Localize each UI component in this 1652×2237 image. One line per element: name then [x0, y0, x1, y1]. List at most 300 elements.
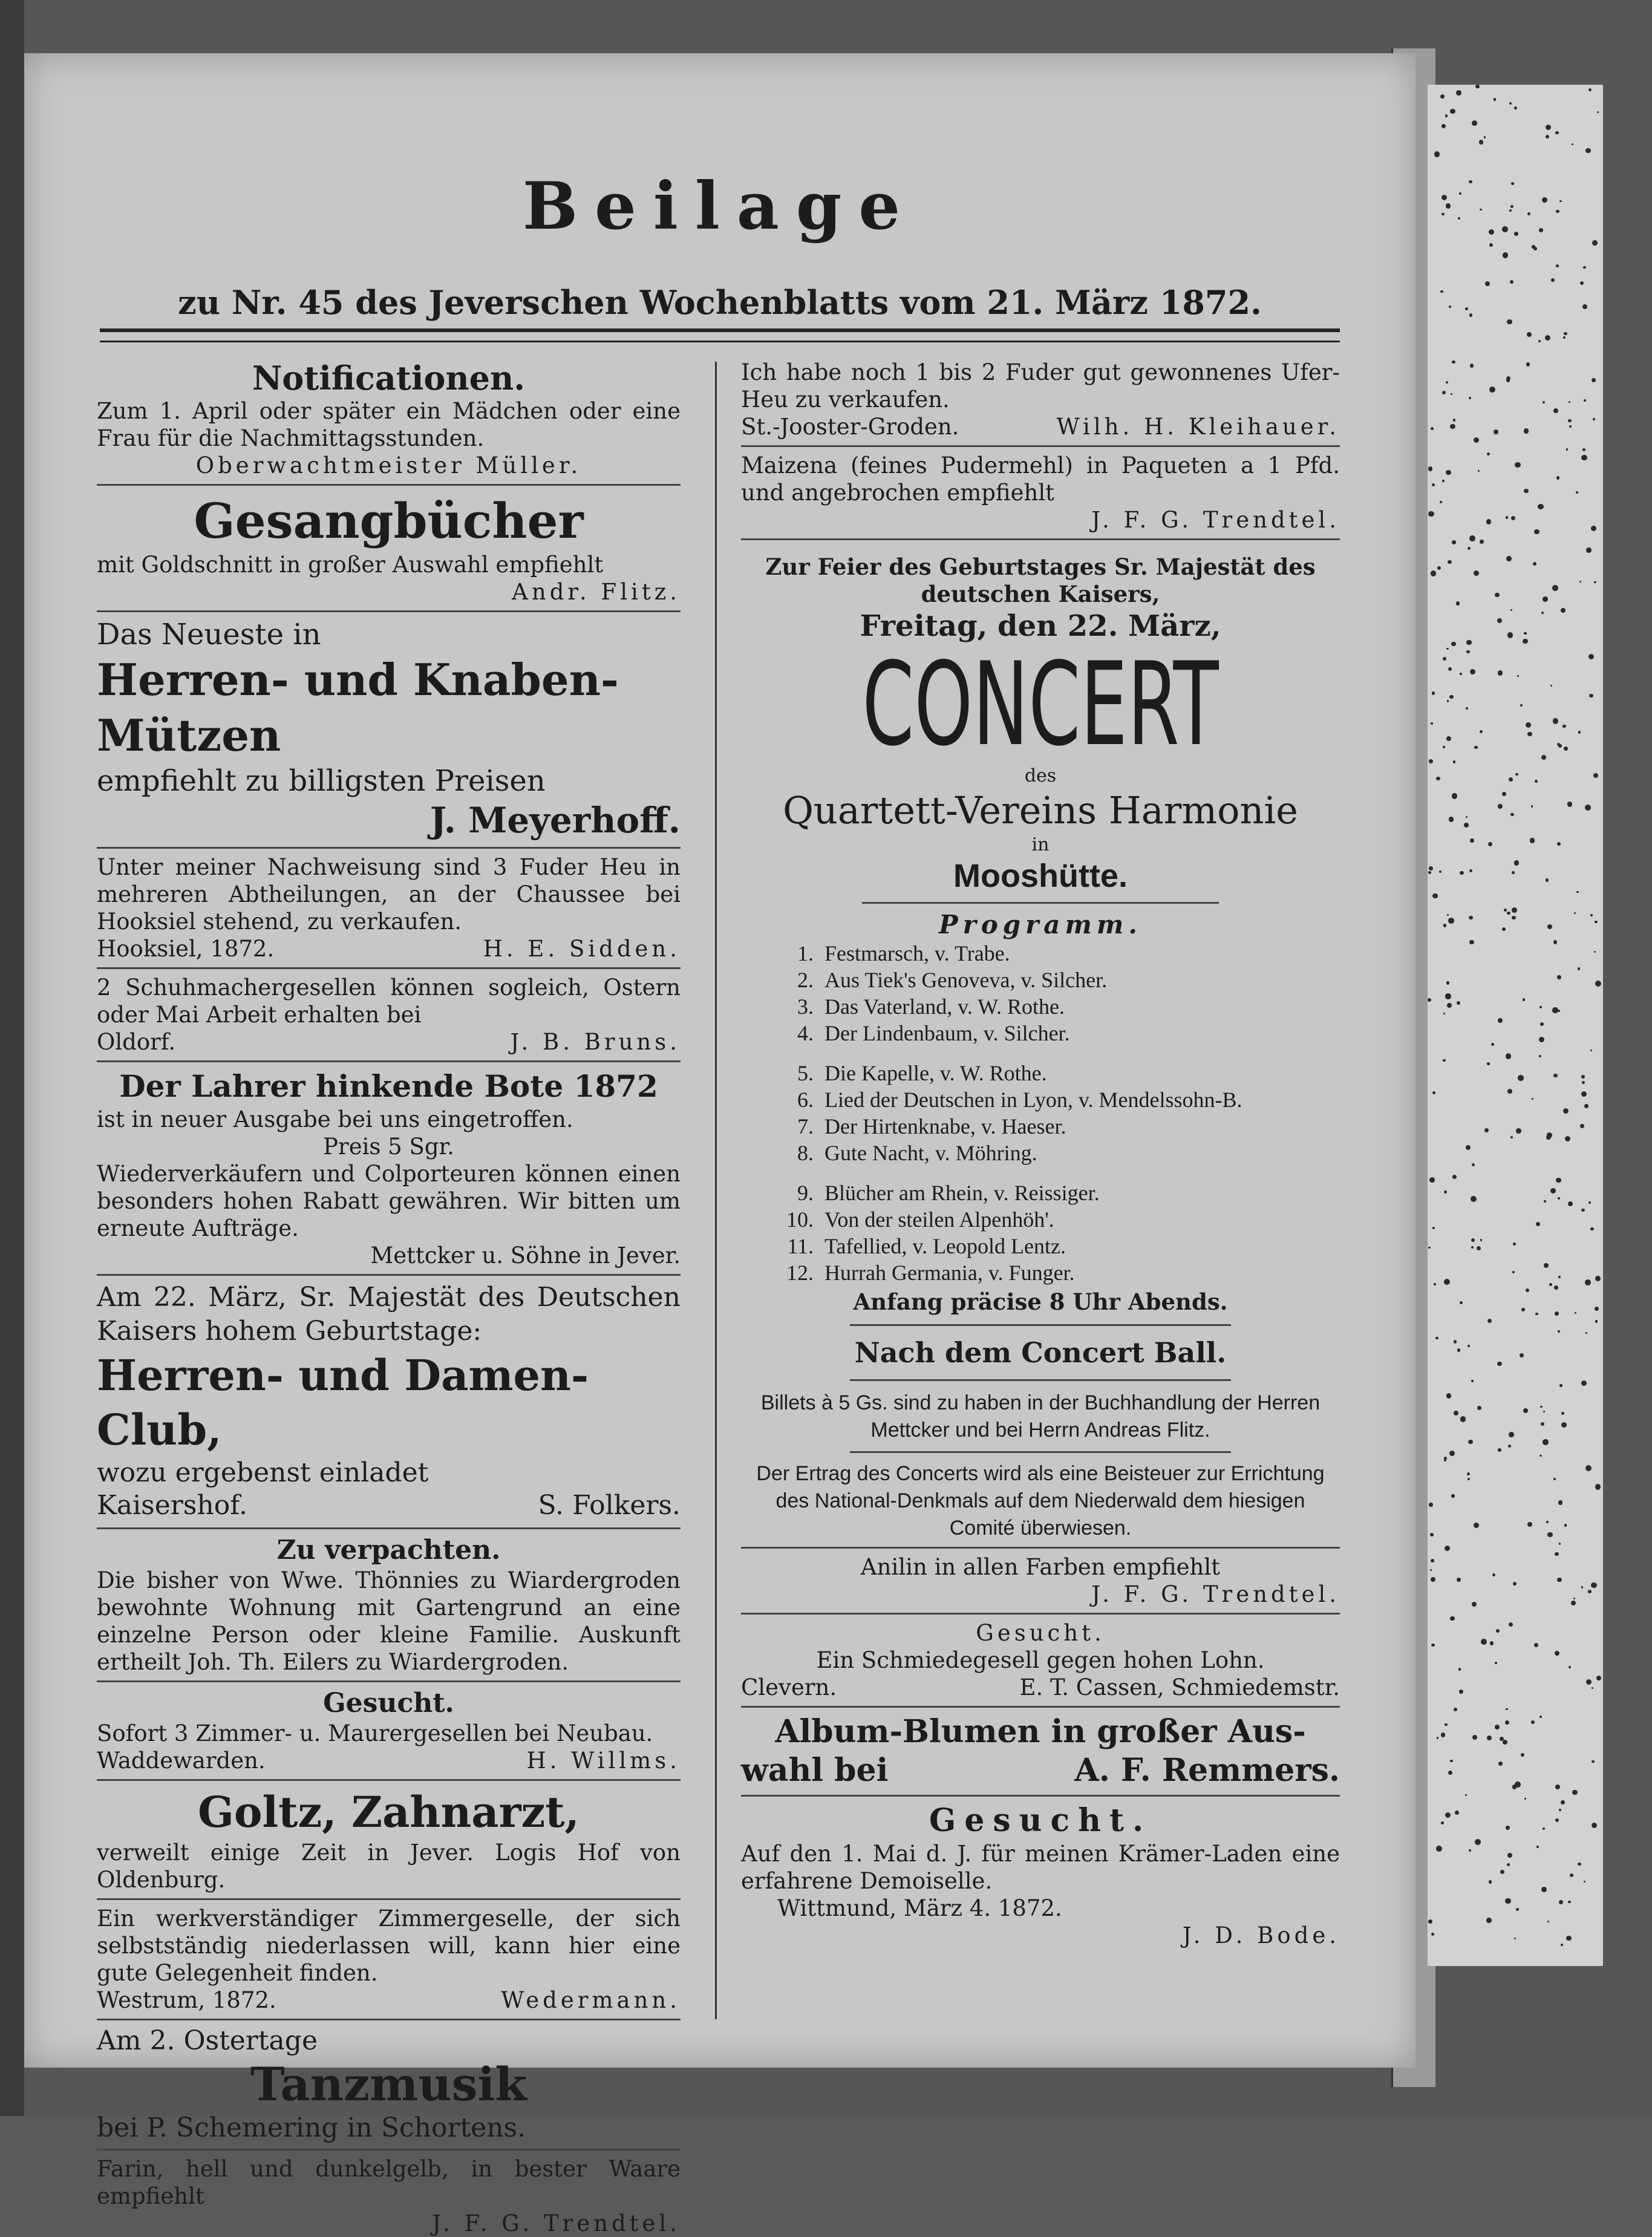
board-speck: [1597, 111, 1599, 113]
board-speck: [1459, 1690, 1463, 1694]
board-speck: [1555, 1818, 1559, 1822]
ad-text: Maizena (feines Pudermehl) in Paqueten a 1 Pfd. und angebrochen empfiehlt: [741, 452, 1340, 506]
board-speck: [1559, 1384, 1562, 1386]
divider: [741, 538, 1340, 540]
program-item: [765, 1020, 1340, 1047]
board-speck: [1526, 1288, 1529, 1292]
board-speck: [1578, 967, 1581, 970]
board-speck: [1447, 1003, 1452, 1008]
board-speck: [1489, 1880, 1492, 1884]
board-speck: [1498, 804, 1503, 809]
board-speck: [1505, 1898, 1510, 1904]
concert-in: in: [1031, 834, 1050, 855]
board-speck: [1441, 1821, 1444, 1824]
board-speck: [1450, 424, 1455, 429]
board-speck: [1432, 893, 1438, 899]
cover-board: [1428, 85, 1603, 1966]
board-speck: [1446, 648, 1448, 650]
board-speck: [1510, 609, 1512, 611]
board-speck: [1561, 1412, 1564, 1415]
board-speck: [1494, 98, 1496, 100]
ad-signature: J. D. Bode.: [1182, 1922, 1340, 1948]
board-speck: [1440, 501, 1442, 503]
board-speck: [1524, 632, 1526, 635]
board-speck: [1472, 120, 1477, 126]
board-speck: [1510, 205, 1513, 208]
board-speck: [1541, 1422, 1544, 1426]
board-speck: [1446, 981, 1450, 985]
ad-place: Oldorf.: [97, 1029, 175, 1055]
board-speck: [1450, 109, 1455, 114]
board-speck: [1451, 1494, 1454, 1497]
board-speck: [1589, 694, 1593, 697]
board-speck: [1514, 1938, 1516, 1939]
ad-schuhmacher: [97, 974, 681, 1056]
board-speck: [1487, 1736, 1492, 1740]
board-speck: [1446, 381, 1448, 384]
board-speck: [1443, 924, 1447, 927]
board-speck: [1556, 264, 1559, 267]
ad-footer: [741, 1751, 1340, 1790]
board-speck: [1448, 667, 1452, 671]
divider: [741, 1706, 1340, 1708]
board-speck: [1431, 427, 1434, 430]
board-speck: [1524, 489, 1528, 493]
board-speck: [1515, 1781, 1521, 1788]
board-speck: [1466, 1145, 1470, 1149]
board-speck: [1507, 912, 1510, 915]
board-speck: [1552, 585, 1558, 591]
board-speck: [1543, 401, 1545, 403]
board-speck: [1510, 635, 1512, 637]
ad-signature: Wedermann.: [501, 1987, 681, 2013]
newspaper-page: [24, 53, 1415, 2236]
board-speck: [1557, 743, 1560, 746]
board-speck: [1547, 1532, 1552, 1537]
board-speck: [1477, 1406, 1481, 1410]
board-speck: [1431, 722, 1433, 725]
board-speck: [1533, 562, 1536, 566]
board-speck: [1532, 1098, 1533, 1100]
board-speck: [1469, 869, 1472, 872]
board-speck: [1474, 570, 1479, 576]
board-speck: [1557, 1578, 1562, 1582]
board-speck: [1444, 1457, 1447, 1460]
ad-signature: Andr. Flitz.: [512, 579, 681, 605]
ad-text: Farin, hell und dunkelgelb, in bester Waare empfiehlt: [97, 2156, 681, 2209]
board-speck: [1570, 1873, 1573, 1877]
board-speck: [1449, 695, 1454, 699]
board-speck: [1471, 1246, 1474, 1249]
ad-signature: H. E. Sidden.: [483, 936, 681, 962]
board-speck: [1441, 213, 1444, 215]
ad-muetzen: [97, 617, 681, 842]
board-speck: [1466, 707, 1468, 710]
board-speck: [1527, 1522, 1532, 1527]
board-speck: [1469, 535, 1475, 541]
ad-footer: [97, 1489, 681, 1523]
ad-signature: Mettcker u. Söhne in Jever.: [370, 1243, 681, 1269]
program-title: Von der steilen Alpenhöh'.: [824, 1207, 1054, 1232]
board-speck: [1506, 1826, 1510, 1830]
board-speck: [1561, 1422, 1567, 1428]
board-speck: [1448, 560, 1451, 564]
board-speck: [1558, 1500, 1563, 1505]
concert-ertrag: Der Ertrag des Concerts wird als eine Beisteuer zur Errichtung des National-Denkmals auf dem Niederwald dem hiesigen Comité überwiesen.: [756, 1462, 1325, 1540]
board-speck: [1588, 1201, 1591, 1204]
board-speck: [1460, 871, 1464, 875]
board-speck: [1595, 1276, 1601, 1281]
board-speck: [1546, 1135, 1551, 1140]
divider: [97, 1527, 681, 1529]
board-speck: [1595, 981, 1601, 987]
ad-text: mit Goldschnitt in großer Auswahl empfiehlt: [97, 552, 604, 578]
board-speck: [1502, 792, 1506, 796]
board-speck: [1514, 860, 1520, 866]
board-speck: [1511, 516, 1515, 520]
board-speck: [1502, 226, 1508, 232]
board-speck: [1456, 90, 1461, 96]
board-speck: [1523, 1408, 1528, 1413]
concert-date: Freitag, den 22. März,: [860, 609, 1221, 643]
program-title: Die Kapelle, v. W. Rothe.: [824, 1061, 1047, 1085]
board-speck: [1437, 566, 1441, 570]
board-speck: [1581, 1075, 1585, 1079]
divider: [850, 1324, 1231, 1326]
board-speck: [1500, 1870, 1504, 1874]
board-speck: [1590, 1227, 1593, 1230]
board-speck: [1451, 393, 1452, 395]
ad-footer: [97, 1747, 681, 1774]
ad-text: Ein werkverständiger Zimmergeselle, der sich selbstständig niederlassen will, kann hier eine gute Gelegenheit finden.: [97, 1906, 681, 1986]
board-speck: [1584, 1104, 1588, 1108]
board-speck: [1582, 1081, 1585, 1084]
board-speck: [1452, 1175, 1457, 1179]
board-speck: [1515, 462, 1521, 468]
ad-demoiselle: [741, 1801, 1340, 1949]
program-item: [765, 1060, 1340, 1086]
board-speck: [1566, 1936, 1572, 1941]
board-speck: [1442, 480, 1445, 482]
board-speck: [1471, 1196, 1477, 1202]
board-speck: [1547, 1921, 1549, 1922]
ad-heading: Gesangbücher: [194, 492, 584, 549]
board-speck: [1440, 94, 1445, 99]
board-speck: [1538, 340, 1541, 343]
board-speck: [1592, 1823, 1597, 1828]
board-speck: [1495, 1662, 1497, 1664]
board-speck: [1428, 466, 1432, 471]
program-gap: [765, 1166, 1340, 1180]
divider: [97, 610, 681, 612]
program-item: [765, 1086, 1340, 1113]
ad-text: Ein Schmiedegesell gegen hohen Lohn.: [816, 1647, 1265, 1673]
program-title: Der Lindenbaum, v. Silcher.: [824, 1021, 1070, 1045]
concert-ball: Nach dem Concert Ball.: [854, 1336, 1227, 1369]
ad-club: [97, 1281, 681, 1523]
board-speck: [1588, 88, 1592, 91]
board-speck: [1553, 1074, 1558, 1078]
board-speck: [1429, 1177, 1435, 1183]
board-speck: [1542, 197, 1547, 203]
program-item: [765, 1206, 1340, 1233]
board-speck: [1582, 448, 1585, 451]
board-speck: [1457, 1001, 1460, 1005]
board-speck: [1498, 1018, 1503, 1023]
ad-ufer-heu: [741, 359, 1340, 440]
board-speck: [1561, 608, 1565, 613]
board-speck: [1585, 1279, 1591, 1285]
board-speck: [1503, 1740, 1507, 1745]
divider: [97, 847, 681, 849]
board-speck: [1468, 1345, 1470, 1347]
ad-heading: Tanzmusik: [250, 2057, 527, 2111]
board-speck: [1439, 870, 1441, 873]
ad-signature: S. Folkers.: [538, 1490, 681, 1521]
ad-text: Ich habe noch 1 bis 2 Fuder gut gewonnenes Ufer-Heu zu verkaufen.: [741, 359, 1340, 413]
board-speck: [1436, 1846, 1442, 1852]
board-speck: [1508, 1445, 1511, 1448]
board-speck: [1512, 916, 1516, 920]
program-title: Festmarsch, v. Trabe.: [824, 941, 1010, 965]
board-speck: [1550, 685, 1552, 687]
board-speck: [1446, 736, 1451, 741]
ad-heading: Gesucht.: [323, 1688, 454, 1719]
board-speck: [1564, 1524, 1567, 1527]
board-speck: [1471, 1380, 1474, 1382]
board-speck: [1452, 540, 1456, 544]
board-speck: [1459, 192, 1461, 195]
board-speck: [1536, 1222, 1541, 1227]
board-speck: [1585, 1332, 1587, 1334]
ad-footer: [741, 1674, 1340, 1701]
board-speck: [1496, 1629, 1500, 1633]
board-speck: [1474, 1523, 1479, 1528]
board-speck: [1584, 399, 1586, 402]
board-speck: [1540, 1406, 1542, 1408]
board-speck: [1535, 780, 1538, 783]
program-number: 10.: [786, 1207, 814, 1232]
board-speck: [1591, 526, 1596, 531]
board-speck: [1546, 1521, 1549, 1523]
board-speck: [1561, 1800, 1565, 1804]
board-speck: [1507, 1853, 1512, 1858]
board-speck: [1453, 419, 1455, 421]
board-speck: [1555, 1651, 1559, 1656]
board-speck: [1451, 642, 1455, 646]
board-speck: [1526, 362, 1530, 366]
board-speck: [1520, 704, 1523, 707]
board-speck: [1480, 540, 1484, 544]
board-speck: [1495, 1725, 1500, 1729]
board-speck: [1474, 437, 1480, 443]
board-speck: [1593, 773, 1598, 778]
board-speck: [1595, 1320, 1598, 1322]
ad-line: Das Neueste in: [97, 618, 321, 652]
board-speck: [1469, 916, 1473, 920]
board-speck: [1559, 200, 1561, 202]
board-speck: [1454, 1340, 1457, 1343]
board-speck: [1468, 1440, 1472, 1444]
board-speck: [1428, 998, 1431, 1002]
board-speck: [1586, 547, 1591, 552]
board-speck: [1443, 746, 1445, 748]
board-speck: [1575, 1312, 1576, 1314]
board-speck: [1431, 1577, 1435, 1582]
board-speck: [1543, 1439, 1548, 1445]
board-speck: [1446, 470, 1451, 475]
board-speck: [1527, 732, 1532, 736]
board-speck: [1545, 335, 1550, 341]
divider: [97, 1680, 681, 1682]
board-speck: [1450, 1760, 1453, 1763]
program-item: [765, 1259, 1340, 1286]
board-speck: [1429, 759, 1433, 763]
program-list: [741, 940, 1340, 1286]
board-speck: [1551, 278, 1555, 282]
ad-text: Unter meiner Nachweisung sind 3 Fuder Heu in mehreren Abtheilungen, an der Chaussee bei Hooksiel stehend, zu verkaufen.: [97, 854, 681, 935]
board-speck: [1578, 731, 1581, 734]
board-speck: [1441, 1732, 1445, 1737]
board-speck: [1472, 1163, 1475, 1166]
board-speck: [1446, 203, 1451, 209]
board-speck: [1452, 793, 1457, 798]
board-speck: [1449, 817, 1454, 822]
board-speck: [1466, 650, 1470, 654]
board-speck: [1449, 1451, 1455, 1456]
board-speck: [1579, 581, 1581, 583]
ad-signature: Oberwachtmeister Müller.: [195, 452, 582, 478]
board-speck: [1581, 1586, 1583, 1588]
ad-signature: E. T. Cassen, Schmiedemstr.: [1019, 1674, 1340, 1700]
board-speck: [1524, 428, 1529, 434]
ad-heading: Notificationen.: [252, 359, 526, 397]
board-speck: [1531, 805, 1533, 808]
board-speck: [1541, 755, 1546, 760]
board-speck: [1503, 252, 1509, 258]
board-speck: [1557, 975, 1561, 979]
ad-goltz: [97, 1786, 681, 1893]
board-speck: [1432, 1091, 1435, 1094]
board-speck: [1527, 332, 1532, 337]
ad-album-blumen: [741, 1713, 1340, 1790]
ad-zimmergeselle: [97, 1905, 681, 2014]
board-speck: [1458, 1668, 1461, 1671]
board-speck: [1470, 669, 1475, 674]
board-speck: [1460, 673, 1461, 674]
board-speck: [1594, 951, 1596, 953]
program-number: 9.: [797, 1181, 814, 1205]
board-speck: [1509, 777, 1513, 782]
board-speck: [1448, 1771, 1453, 1775]
board-speck: [1574, 912, 1576, 915]
board-speck: [1472, 1602, 1477, 1607]
board-speck: [1494, 429, 1498, 434]
ad-footer: [97, 935, 681, 962]
board-speck: [1456, 601, 1460, 605]
board-speck: [1454, 1708, 1457, 1711]
board-speck: [1521, 1308, 1525, 1311]
board-speck: [1509, 209, 1512, 212]
board-speck: [1558, 1330, 1560, 1333]
program-item: [765, 1113, 1340, 1140]
program-title: Blücher am Rhein, v. Reissiger.: [824, 1181, 1100, 1205]
board-speck: [1581, 1209, 1585, 1212]
board-speck: [1502, 927, 1506, 931]
board-speck: [1546, 125, 1551, 130]
board-speck: [1546, 135, 1549, 139]
ad-signature: J. B. Bruns.: [510, 1029, 681, 1055]
page-title: Beilage: [522, 168, 918, 244]
board-speck: [1452, 361, 1455, 364]
board-speck: [1538, 504, 1544, 510]
board-speck: [1448, 918, 1454, 924]
divider: [741, 445, 1340, 447]
board-speck: [1546, 878, 1549, 881]
board-speck: [1431, 570, 1436, 576]
board-speck: [1524, 1798, 1526, 1800]
ad-heading: Goltz, Zahnarzt,: [198, 1787, 580, 1837]
program-heading: Programm.: [939, 910, 1142, 939]
board-speck: [1445, 1812, 1451, 1818]
ad-gesangbuecher: [97, 491, 681, 606]
board-speck: [1590, 1050, 1592, 1051]
book-gutter: [0, 0, 24, 2116]
board-speck: [1539, 1055, 1541, 1057]
board-speck: [1541, 1887, 1547, 1892]
board-speck: [1465, 307, 1468, 310]
board-speck: [1442, 391, 1446, 394]
board-speck: [1491, 1043, 1494, 1046]
ad-concert: [741, 545, 1340, 1542]
board-speck: [1517, 675, 1519, 677]
board-speck: [1468, 547, 1471, 550]
board-speck: [1497, 1362, 1502, 1367]
board-speck: [1486, 1918, 1492, 1923]
ad-heading: Herren- und Damen-Club,: [97, 1350, 589, 1455]
board-speck: [1541, 612, 1544, 614]
board-speck: [1582, 304, 1587, 309]
divider: [741, 1795, 1340, 1797]
board-speck: [1505, 1720, 1509, 1725]
concert-billets: Billets à 5 Gs. sind zu haben in der Buchhandlung der Herren Mettcker und bei Herrn Andreas Flitz.: [760, 1391, 1321, 1442]
board-speck: [1547, 924, 1552, 929]
board-speck: [1531, 1720, 1535, 1724]
board-speck: [1559, 1543, 1561, 1545]
board-speck: [1469, 313, 1472, 316]
board-speck: [1432, 1227, 1435, 1229]
ad-maizena: [741, 452, 1340, 534]
board-speck: [1432, 691, 1435, 695]
board-speck: [1578, 1863, 1581, 1866]
board-speck: [1445, 114, 1448, 117]
board-speck: [1569, 1666, 1571, 1668]
board-speck: [1512, 1271, 1515, 1273]
board-speck: [1506, 376, 1510, 380]
concert-intro: Zur Feier des Geburtstages Sr. Majestät des deutschen Kaisers,: [765, 554, 1316, 607]
board-speck: [1485, 281, 1490, 286]
board-speck: [1436, 777, 1440, 780]
concert-verein: Quartett-Vereins Harmonie: [783, 788, 1298, 832]
board-speck: [1511, 182, 1514, 185]
divider: [97, 2019, 681, 2020]
board-speck: [1506, 556, 1511, 561]
board-speck: [1588, 654, 1594, 659]
ad-text: Anilin in allen Farben empfiehlt: [860, 1554, 1221, 1580]
ad-verpachten: [97, 1534, 681, 1676]
board-speck: [1457, 1578, 1461, 1582]
board-speck: [1443, 1059, 1446, 1062]
